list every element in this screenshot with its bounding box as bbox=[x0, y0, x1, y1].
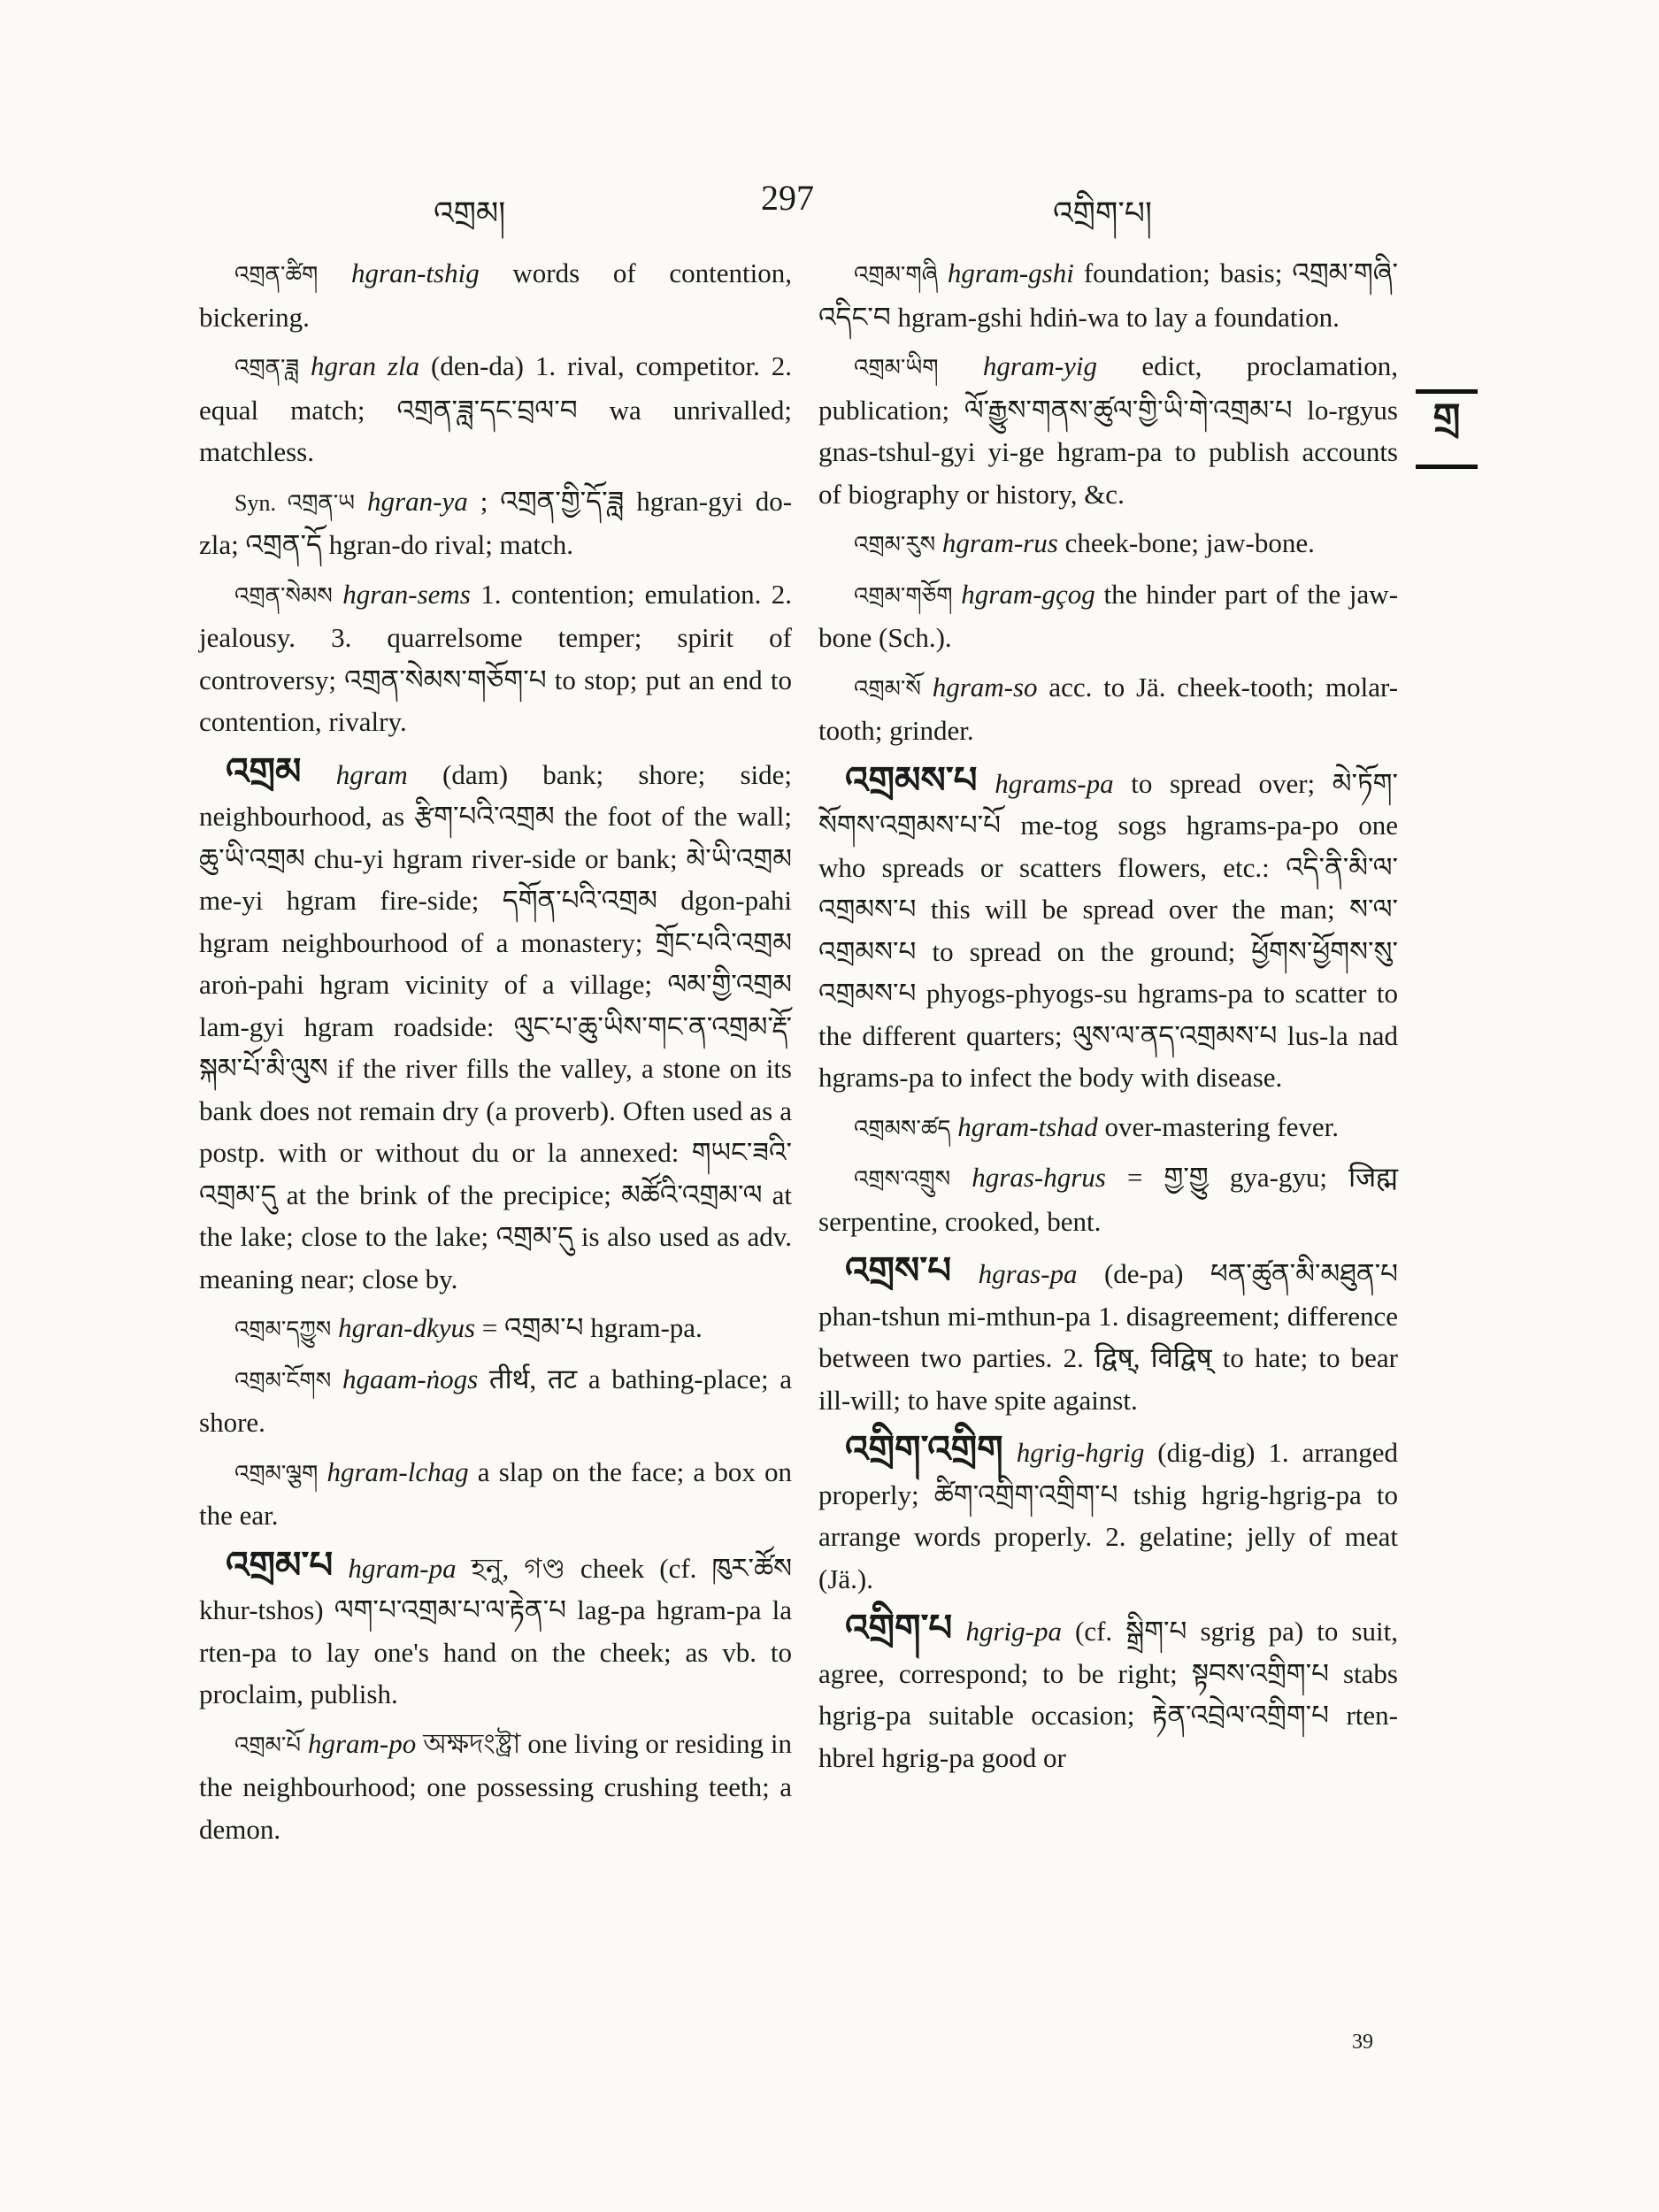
entry-headword: འགྲས་འགྲུས bbox=[854, 1166, 951, 1192]
entry-definition: foundation; basis; འགྲམ་གཞི་འདིང་བ hgram-gshi hdiṅ-wa to lay a foundation. bbox=[818, 257, 1398, 333]
entry-transliteration: hgram-gshi bbox=[947, 257, 1074, 288]
dictionary-entry bbox=[199, 1451, 792, 1537]
entry-transliteration: hgram-lchag bbox=[326, 1455, 469, 1487]
entry-transliteration: hgran-dkyus bbox=[338, 1312, 476, 1343]
dictionary-entry bbox=[818, 1251, 1398, 1421]
dictionary-entry bbox=[818, 345, 1398, 515]
entry-headword: འགྲམས་པ bbox=[845, 760, 978, 802]
entry-headword: འགྲམས་ཚད bbox=[854, 1115, 951, 1141]
entry-headword: འགྲམ་གཞི bbox=[854, 262, 938, 288]
entry-headword: འགྲམ་སོ bbox=[854, 675, 921, 702]
signature-number: 39 bbox=[1352, 2031, 1373, 2054]
entry-definition: edict, proclamation, publication; ལོ་རྒྱུས་གནས་ཚུལ་གྱི་ཡི་གེ་འགྲམ་པ lo-rgyus gnas-tshul-gyi yi-ge hgram-pa to publish accounts of biography or history, &c. bbox=[818, 350, 1398, 510]
entry-definition: (dam) bank; shore; side; neighbourhood, as རྩིག་པའི་འགྲམ the foot of the wall; ཆུ་ཡི་འགྲམ chu-yi hgram river-side or bank; མེ་ཡི་འགྲམ me-yi hgram fire-side; དགོན་པའི་འགྲམ dgon-pahi hgram neighbourhood of a monastery; གྲོང་པའི་འགྲམ aroṅ-pahi hgram vicinity of a village; ལམ་གྱི་འགྲམ lam-gyi hgram roadside: ལུང་པ་ཆུ་ཡིས་གང་ན་འགྲམ་རྡོ་སྐམ་པོ་མི་ལུས if the river fills the valley, a stone on its bank does not remain dry (a proverb). Often used as a postp. with or without du or la annexed: གཡང་ཟའི་འགྲམ་དུ at the brink of the precipice; མཚོའི་འགྲམ་ལ at the lake; close to the lake; འགྲམ་དུ is also used as adv. meaning near; close by. bbox=[199, 758, 792, 1294]
dictionary-entry bbox=[199, 252, 792, 338]
entry-definition: হনু, গণ্ড cheek (cf. ཁུར་ཚོས khur-tshos) ལག་པ་འགྲམ་པ་ལ་རྟེན་པ lag-pa hgram-pa la rten-pa to lay one's hand on the cheek; as vb. to proclaim, publish. bbox=[199, 1552, 793, 1709]
dictionary-entry bbox=[199, 1546, 792, 1716]
dictionary-entry bbox=[199, 1358, 792, 1444]
entry-headword: འགྲམ་གཅོག bbox=[854, 582, 953, 609]
entry-definition: 1. contention; emulation. 2. jealousy. 3. quarrelsome temper; spirit of controversy; འགྲན་སེམས་གཅོག་པ to stop; put an end to contention, rivalry. bbox=[199, 578, 792, 737]
page-number: 297 bbox=[761, 178, 814, 218]
entry-transliteration: hgrams-pa bbox=[995, 767, 1114, 799]
entry-headword: འགྲས་པ bbox=[845, 1251, 952, 1292]
entry-transliteration: hgram-tshad bbox=[957, 1110, 1098, 1142]
entry-headword: འགྲམ bbox=[226, 751, 302, 793]
entry-transliteration: hgran-ya bbox=[367, 485, 468, 517]
running-head-right: འགྲིག་པ། bbox=[1053, 196, 1152, 232]
entry-transliteration: hgram-po bbox=[307, 1727, 417, 1759]
entry-definition: (den-da) 1. rival, competitor. 2. equal match; འགྲན་ཟླ་དང་བྲལ་བ wa unrivalled; matchless. bbox=[199, 350, 792, 467]
entry-headword: འགྲིག་པ bbox=[845, 1609, 953, 1649]
entry-transliteration: hgram-pa bbox=[348, 1552, 457, 1584]
dictionary-entry bbox=[199, 480, 792, 566]
dictionary-entry bbox=[818, 1106, 1398, 1150]
entry-transliteration: hgran-tshig bbox=[351, 257, 480, 288]
dictionary-entry bbox=[818, 252, 1398, 338]
entry-headword: འགྲམ་ཡིག bbox=[854, 355, 939, 380]
thumb-index-letter: གྲ bbox=[1432, 396, 1461, 441]
entry-definition: (de-pa) ཕན་ཚུན་མི་མཐུན་པ phan-tshun mi-mthun-pa 1. disagreement; difference between two parties. 2. द्विष्, विद्विष् to hate; to bear ill-will; to have spite against. bbox=[818, 1258, 1399, 1416]
entry-definition: cheek-bone; jaw-bone. bbox=[1064, 527, 1315, 558]
dictionary-entry bbox=[818, 1430, 1398, 1600]
entry-definition: (cf. སྒྲིག་པ sgrig pa) to suit, agree, correspond; to be right; སྟབས་འགྲིག་པ stabs hgrig-pa suitable occasion; རྟེན་འབྲེལ་འགྲིག་པ rten-hbrel hgrig-pa good or bbox=[818, 1616, 1398, 1773]
entry-transliteration: hgran-sems bbox=[342, 578, 471, 610]
dictionary-entry bbox=[818, 1156, 1398, 1242]
entry-transliteration: hgram bbox=[335, 758, 408, 790]
entry-definition: words of contention, bickering. bbox=[199, 257, 793, 333]
entry-definition: the hinder part of the jaw-bone (Sch.). bbox=[818, 578, 1399, 653]
dictionary-entry bbox=[199, 752, 792, 1301]
entry-definition: acc. to Jä. cheek-tooth; molar-tooth; grinder. bbox=[818, 671, 1399, 746]
entry-headword: Syn. འགྲན་ཡ bbox=[234, 489, 356, 516]
dictionary-entry bbox=[199, 345, 792, 473]
dictionary-entry bbox=[818, 761, 1398, 1099]
left-column bbox=[199, 252, 792, 1857]
dictionary-entry bbox=[199, 573, 792, 743]
dictionary-entry bbox=[818, 1609, 1398, 1778]
entry-definition: to spread over; མེ་ཏོག་སོགས་འགྲམས་པ་པོ me-tog sogs hgrams-pa-po one who spreads or scatters flowers, etc.: འདི་ནི་མི་ལ་འགྲམས་པ this will be spread over the man; ས་ལ་འགྲམས་པ to spread on the ground; ཕྱོགས་ཕྱོགས་སུ་འགྲམས་པ phyogs-phyogs-su hgrams-pa to scatter to the different quarters; ལུས་ལ་ནད་འགྲམས་པ lus-la nad hgrams-pa to infect the body with disease. bbox=[818, 767, 1398, 1093]
right-column bbox=[818, 252, 1398, 1786]
entry-definition: = གྱ་གྱུ gya-gyu; जिह्म serpentine, crooked, bent. bbox=[818, 1162, 1398, 1237]
dictionary-entry bbox=[818, 573, 1398, 659]
entry-definition: ; འགྲན་གྱི་དོ་ཟླ hgran-gyi do-zla; འགྲན་དོ hgran-do rival; match. bbox=[199, 485, 793, 560]
dictionary-entry bbox=[818, 666, 1398, 752]
entry-definition: a slap on the face; a box on the ear. bbox=[199, 1455, 793, 1531]
entry-transliteration: hgras-hgrus bbox=[972, 1162, 1106, 1193]
entry-transliteration: hgram-gçog bbox=[961, 578, 1095, 610]
thumb-index-tab bbox=[1416, 389, 1478, 469]
entry-transliteration: hgram-so bbox=[932, 671, 1038, 703]
entry-definition: over-mastering fever. bbox=[1104, 1110, 1339, 1142]
entry-headword: འགྲན་ཚིག bbox=[234, 262, 319, 288]
dictionary-entry bbox=[199, 1307, 792, 1351]
entry-transliteration: hgaam-ṅogs bbox=[342, 1363, 479, 1394]
entry-headword: འགྲན་ཟླ bbox=[234, 355, 300, 380]
entry-headword: འགྲམ་རུས bbox=[854, 532, 936, 557]
entry-definition: = འགྲམ་པ hgram-pa. bbox=[481, 1312, 703, 1343]
entry-transliteration: hgram-rus bbox=[941, 527, 1058, 558]
running-head-left: འགྲམ། bbox=[434, 196, 506, 232]
entry-transliteration: hgrig-hgrig bbox=[1016, 1437, 1145, 1468]
dictionary-entry bbox=[818, 522, 1398, 566]
entry-transliteration: hgras-pa bbox=[978, 1258, 1078, 1289]
entry-transliteration: hgran zla bbox=[310, 350, 420, 381]
entry-headword: འགྲན་སེམས bbox=[234, 582, 333, 609]
entry-headword: འགྲམ་དཀྱུས bbox=[234, 1317, 332, 1342]
dictionary-entry bbox=[199, 1723, 792, 1851]
entry-headword: འགྲམ་པ bbox=[226, 1545, 334, 1586]
entry-transliteration: hgrig-pa bbox=[965, 1616, 1062, 1647]
entry-headword: འགྲམ་པོ bbox=[234, 1732, 302, 1758]
entry-definition: तीर्थ, तट a bathing-place; a shore. bbox=[199, 1363, 793, 1438]
entry-definition: (dig-dig) 1. arranged properly; ཚིག་འགྲིག་འགྲིག་པ tshig hgrig-hgrig-pa to arrange words properly. 2. gelatine; jelly of meat (Jä.). bbox=[818, 1437, 1399, 1594]
entry-definition: অক্ষদংষ্ট্রা one living or residing in the neighbourhood; one possessing crushing teeth; a demon. bbox=[199, 1727, 793, 1845]
entry-transliteration: hgram-yig bbox=[982, 350, 1098, 381]
entry-headword: འགྲམ་ལྕག bbox=[234, 1460, 319, 1486]
entry-headword: འགྲིག་འགྲིག bbox=[845, 1430, 1003, 1471]
entry-headword: འགྲམ་ངོགས bbox=[234, 1367, 332, 1394]
